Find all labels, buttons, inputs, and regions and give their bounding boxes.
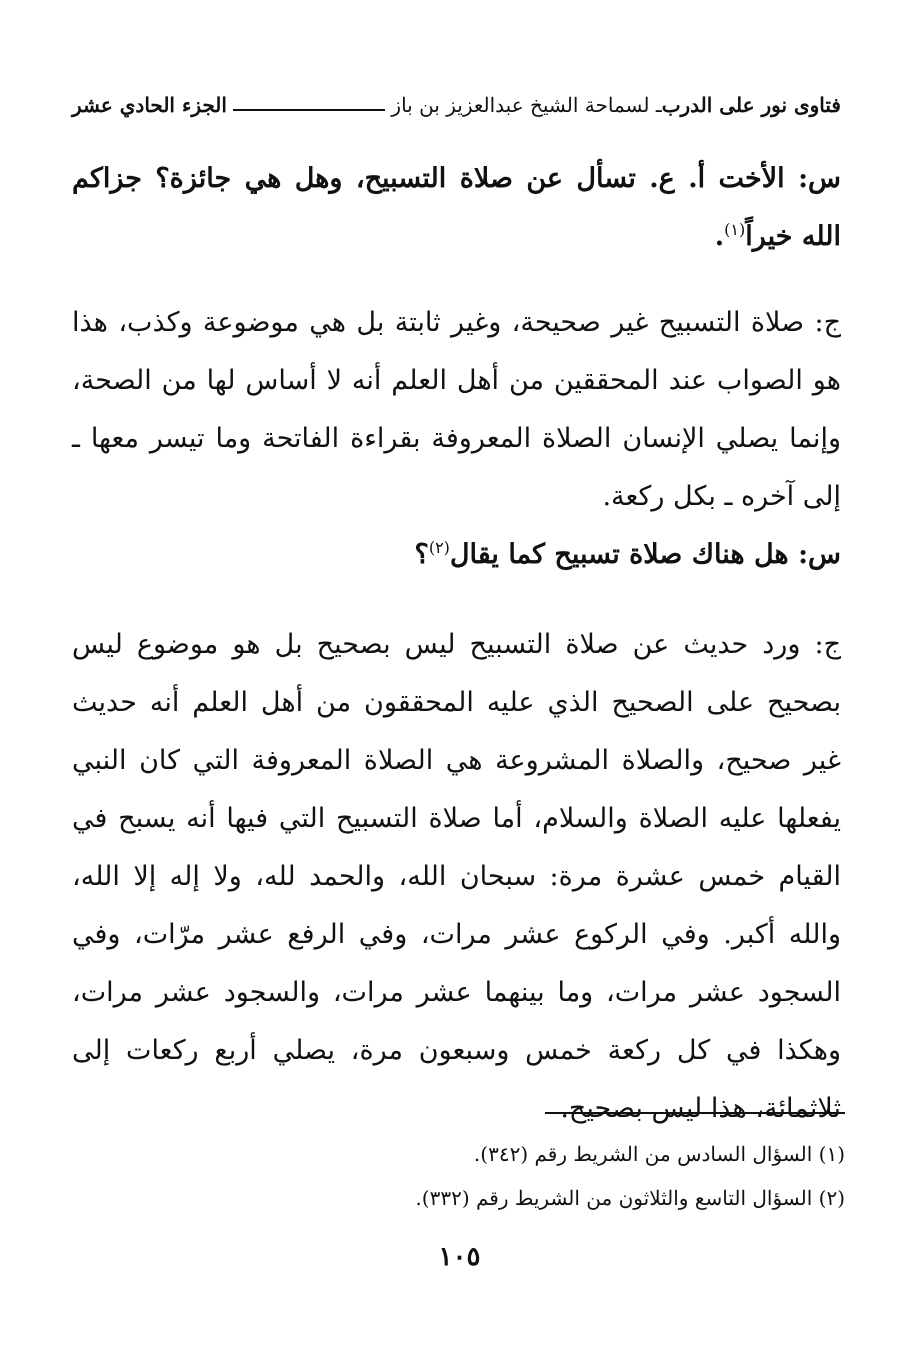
- running-header: [72, 84, 841, 120]
- question-1-text: س: الأخت أ. ع. تسأل عن صلاة التسبيح، وهل هي جائزة؟ جزاكم الله خيراً: [72, 163, 841, 252]
- footnote-1: (١) السؤال السادس من الشريط رقم (٣٤٢).: [473, 1142, 845, 1166]
- question-2: [72, 526, 841, 584]
- footnote-2: (٢) السؤال التاسع والثلاثون من الشريط رقم (٣٣٢).: [415, 1186, 845, 1210]
- header-part: الجزء الحادي عشر: [72, 93, 227, 117]
- header-book-title: فتاوى نور على الدرب: [661, 93, 841, 117]
- header-rule: [233, 109, 385, 111]
- footnote-separator: [545, 1112, 845, 1114]
- answer-2: ج: ورد حديث عن صلاة التسبيح ليس بصحيح بل هو موضوع ليس بصحيح على الصحيح الذي عليه المحققون من أهل العلم أنه حديث غير صحيح، والصلاة المشروعة هي الصلاة المعروفة التي كان النبي يفعلها عليه الصلاة والسلام، أما صلاة التسبيح التي فيها أنه يسبح في القيام خمس عشرة مرة: سبحان الله، والحمد لله، ولا إله إلا الله، والله أكبر. وفي الركوع عشر مرات، وفي الرفع عشر مرّات، وفي السجود عشر مرات، وما بينهما عشر مرات، والسجود عشر مرات، وهكذا في كل ركعة خمس وسبعون مرة، يصلي أربع ركعات إلى ثلاثمائة، هذا ليس بصحيح.: [72, 629, 841, 1124]
- footnotes: [72, 1132, 845, 1220]
- main-text: [72, 150, 841, 1138]
- question-2-end: ؟: [414, 539, 429, 570]
- page-number: ١٠٥: [438, 1242, 481, 1272]
- footnote-ref-1: (١): [724, 220, 746, 239]
- question-1: [72, 150, 841, 266]
- header-author: ـ لسماحة الشيخ عبدالعزيز بن باز: [391, 93, 662, 117]
- answer-1: ج: صلاة التسبيح غير صحيحة، وغير ثابتة بل هي موضوعة وكذب، هذا هو الصواب عند المحققين من أهل العلم أنه لا أساس لها من الصحة، وإنما يصلي الإنسان الصلاة المعروفة بقراءة الفاتحة وما تيسر معها ـ إلى آخره ـ بكل ركعة.: [72, 307, 841, 512]
- footnote-ref-2: (٢): [428, 538, 450, 557]
- question-1-end: .: [714, 221, 725, 252]
- question-2-text: س: هل هناك صلاة تسبيح كما يقال: [449, 539, 841, 570]
